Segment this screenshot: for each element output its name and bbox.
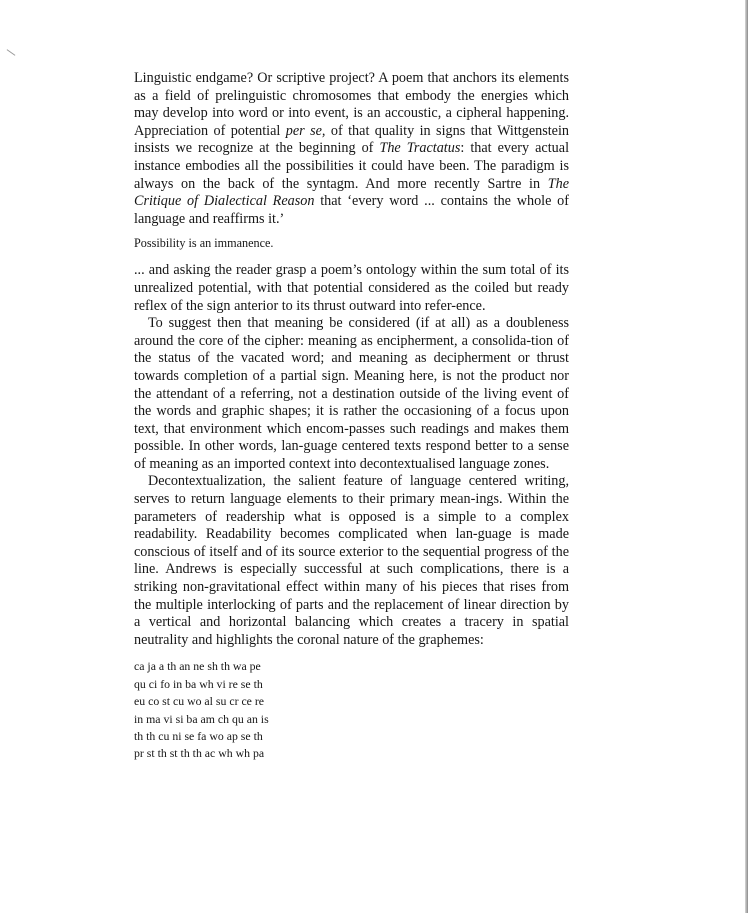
book-title-critique: The Critique of Dialectical Reason xyxy=(134,175,569,210)
grid-row: in ma vi si ba am ch qu an is xyxy=(134,711,269,726)
italic-run: per se, xyxy=(285,122,326,139)
text-run: that ‘every word ... contains the whole of language and reaffirms it.’ xyxy=(134,193,569,227)
paragraph-intro xyxy=(134,70,569,228)
grid-row: pr st th st th th ac wh wh pa xyxy=(134,746,265,761)
scan-mark xyxy=(7,49,16,56)
text-run: Linguistic endgame? Or scriptive project? A poem that anchors its elements as a field of prelinguistic chromosomes that embody the energies which may develop into word or into event, is an accoustic, a cipheral happening. Appreciation of potential xyxy=(134,70,569,139)
document-page xyxy=(134,70,569,763)
paragraph-meaning: To suggest then that meaning be considered (if at all) as a doubleness around the core of the cipher: meaning as encipherment, a consolida-tion of the status of the vacated word; and meaning as decipherment or thrust towards completion of a partial sign. Meaning here, is not the product nor the attendant of a referring, not a destination outside of the living event of the words and graphic shapes; it is rather the occasioning of a focus upon text, that environment which encom-passes such readings and makes them possible. In other words, lan-guage centered texts respond better to a sense of meaning as an imported context into decontextualised language zones. xyxy=(134,315,569,472)
text-run: of that quality in signs that Wittgenstein insists we recognize at the beginning of xyxy=(134,122,570,157)
paragraph-decontextualization: Decontextualization, the salient feature of language centered writing, serves to return language elements to their primary mean-ings. Within the parameters of readership what is opposed is a simple to a complex readability. Readability becomes complicated when lan-guage is made conscious of itself and of its source exterior to the sequential progress of the line. Andrews is especially successful at such complications, there is a striking non-gravitational effect within many of his pieces that rises from the multiple interlocking of parts and the replacement of linear direction by a vertical and horizontal balancing which creates a tracery in spatial neutrality and highlights the coronal nature of the graphemes: xyxy=(134,473,569,648)
paragraph-continuation: ... and asking the reader grasp a poem’s ontology within the sum total of its unrealized potential, with that potential considered as the coiled but ready reflex of the sign anterior to its thrust outward into refer-ence. xyxy=(134,262,569,314)
book-title-tractatus: The Tractatus xyxy=(379,140,461,157)
block-quote: Possibility is an immanence. xyxy=(134,236,274,251)
grid-row: qu ci fo in ba wh vi re se th xyxy=(134,676,263,691)
grid-row: eu co st cu wo al su cr ce re xyxy=(134,694,265,709)
grid-row: th th cu ni se fa wo ap se th xyxy=(134,729,263,744)
letter-grid xyxy=(134,658,569,762)
grid-row: ca ja a th an ne sh th wa pe xyxy=(134,659,261,674)
text-run: : that every actual instance embodies all the possibilities it could have been. The paradigm is always on the back of the syntagm. And more recently Sartre in xyxy=(134,140,570,192)
